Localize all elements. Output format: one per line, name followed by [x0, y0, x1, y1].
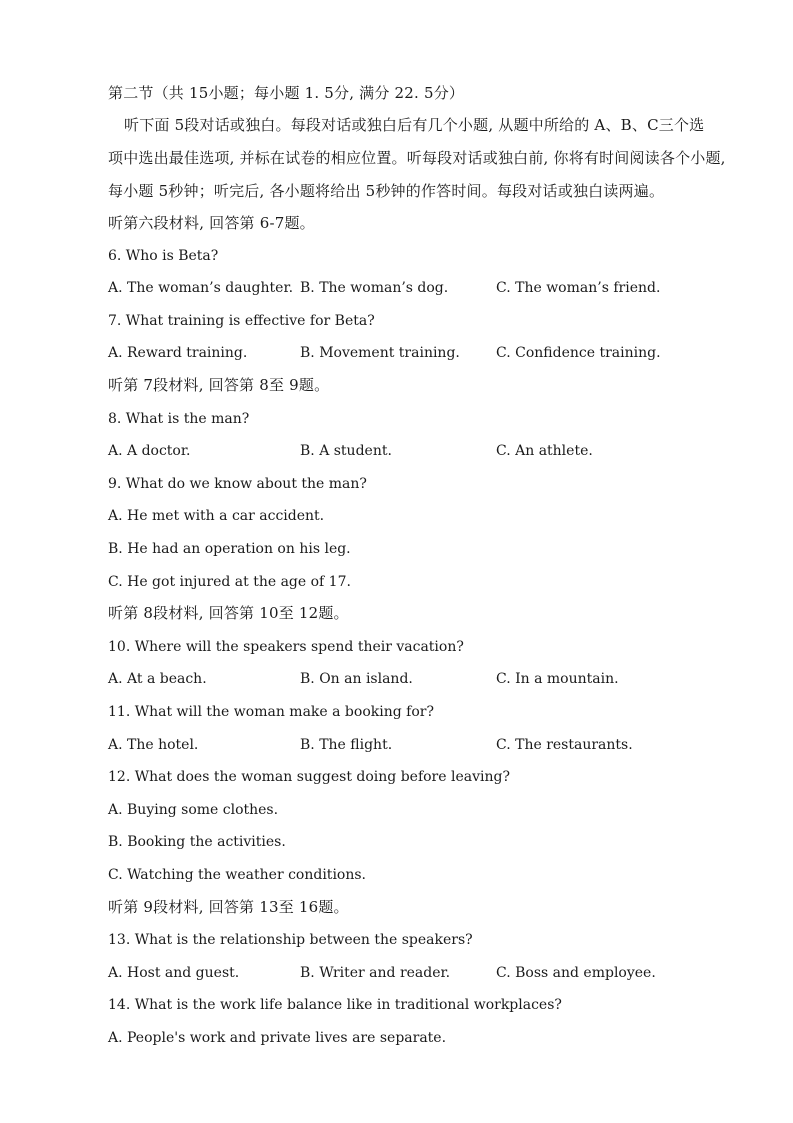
- option-8a: A. A doctor.: [108, 443, 191, 459]
- group-heading-7: 听第 7段材料, 回答第 8至 9题。: [108, 376, 330, 394]
- section-title: 第二节（共 15小题；每小题 1. 5分, 满分 22. 5分）: [108, 84, 465, 102]
- question-stem-8: 8. What is the man?: [108, 411, 250, 427]
- question-stem-12: 12. What does the woman suggest doing before leaving?: [108, 769, 510, 785]
- instruction-line-3: 每小题 5秒钟；听完后, 各小题将给出 5秒钟的作答时间。每段对话或独白读两遍。: [108, 182, 665, 200]
- option-13a: A. Host and guest.: [108, 965, 240, 981]
- option-10c: C. In a mountain.: [496, 671, 619, 687]
- option-13c: C. Boss and employee.: [496, 965, 656, 981]
- instruction-line-2: 项中选出最佳选项, 并标在试卷的相应位置。听每段对话或独白前, 你将有时间阅读各个小题,: [108, 149, 726, 167]
- question-stem-10: 10. Where will the speakers spend their vacation?: [108, 639, 464, 655]
- option-14a: A. People's work and private lives are separate.: [108, 1030, 447, 1046]
- option-10b: B. On an island.: [300, 671, 413, 687]
- option-10a: A. At a beach.: [108, 671, 207, 687]
- option-11c: C. The restaurants.: [496, 737, 633, 753]
- option-9c: C. He got injured at the age of 17.: [108, 574, 351, 590]
- group-heading-8: 听第 8段材料, 回答第 10至 12题。: [108, 604, 349, 622]
- option-6b: B. The woman’s dog.: [300, 280, 449, 296]
- question-stem-9: 9. What do we know about the man?: [108, 476, 367, 492]
- option-7c: C. Confidence training.: [496, 345, 661, 361]
- option-12c: C. Watching the weather conditions.: [108, 867, 366, 883]
- question-stem-6: 6. Who is Beta?: [108, 248, 219, 264]
- option-7b: B. Movement training.: [300, 345, 460, 361]
- question-stem-14: 14. What is the work life balance like in traditional workplaces?: [108, 997, 562, 1013]
- instruction-line-1: 听下面 5段对话或独白。每段对话或独白后有几个小题, 从题中所给的 A、B、C三个选: [124, 116, 705, 134]
- option-8c: C. An athlete.: [496, 443, 593, 459]
- group-heading-6: 听第六段材料, 回答第 6-7题。: [108, 214, 315, 232]
- group-heading-9: 听第 9段材料, 回答第 13至 16题。: [108, 898, 349, 916]
- option-12a: A. Buying some clothes.: [108, 802, 279, 818]
- question-stem-7: 7. What training is effective for Beta?: [108, 313, 375, 329]
- option-11a: A. The hotel.: [108, 737, 199, 753]
- option-9a: A. He met with a car accident.: [108, 508, 325, 524]
- option-6c: C. The woman’s friend.: [496, 280, 661, 296]
- option-7a: A. Reward training.: [108, 345, 248, 361]
- option-8b: B. A student.: [300, 443, 392, 459]
- option-9b: B. He had an operation on his leg.: [108, 541, 351, 557]
- option-6a: A. The woman’s daughter.: [108, 280, 294, 296]
- question-stem-11: 11. What will the woman make a booking for?: [108, 704, 434, 720]
- option-13b: B. Writer and reader.: [300, 965, 451, 981]
- option-11b: B. The flight.: [300, 737, 393, 753]
- question-stem-13: 13. What is the relationship between the speakers?: [108, 932, 473, 948]
- option-12b: B. Booking the activities.: [108, 834, 286, 850]
